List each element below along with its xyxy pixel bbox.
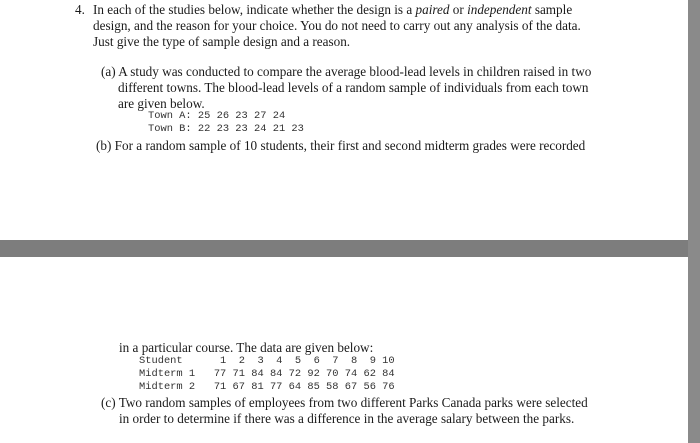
page-edge-shadow: [688, 0, 700, 443]
midterm-1-row: Midterm 1 77 71 84 84 72 92 70 74 62 84: [139, 368, 395, 380]
independent-term: independent: [467, 2, 532, 17]
question-line-1: [93, 2, 572, 18]
part-a-line-3: are given below.: [118, 96, 205, 111]
part-a-line-1: (a) A study was conducted to compare the average blood-lead levels in children raised in two: [101, 64, 592, 79]
question-line-1-text-a: In each of the studies below, indicate whether the design is a: [93, 2, 416, 17]
paired-term: paired: [415, 2, 450, 17]
question-line-1-text-c: sample: [531, 2, 573, 17]
town-b-data: Town B: 22 23 23 24 21 23: [148, 123, 304, 135]
question-number: 4.: [75, 2, 85, 17]
part-c-line-1: (c) Two random samples of employees from two different Parks Canada parks were selected: [101, 395, 588, 410]
part-b-line-2: in a particular course. The data are given below:: [119, 340, 374, 355]
question-line-2: design, and the reason for your choice. You do not need to carry out any analysis of the data.: [93, 18, 581, 33]
question-line-3: Just give the type of sample design and a reason.: [93, 34, 351, 49]
page-gap: [0, 240, 700, 257]
question-line-1-text-b: or: [449, 2, 468, 17]
student-row: Student 1 2 3 4 5 6 7 8 9 10: [139, 355, 395, 367]
part-b-line-1: (b) For a random sample of 10 students, their first and second midterm grades were recorded: [96, 138, 586, 153]
part-c-line-2: in order to determine if there was a difference in the average salary between the parks.: [119, 411, 575, 426]
town-a-data: Town A: 25 26 23 27 24: [148, 110, 286, 122]
part-a-line-2: different towns. The blood-lead levels of a random sample of individuals from each town: [118, 80, 589, 95]
midterm-2-row: Midterm 2 71 67 81 77 64 85 58 67 56 76: [139, 381, 395, 393]
